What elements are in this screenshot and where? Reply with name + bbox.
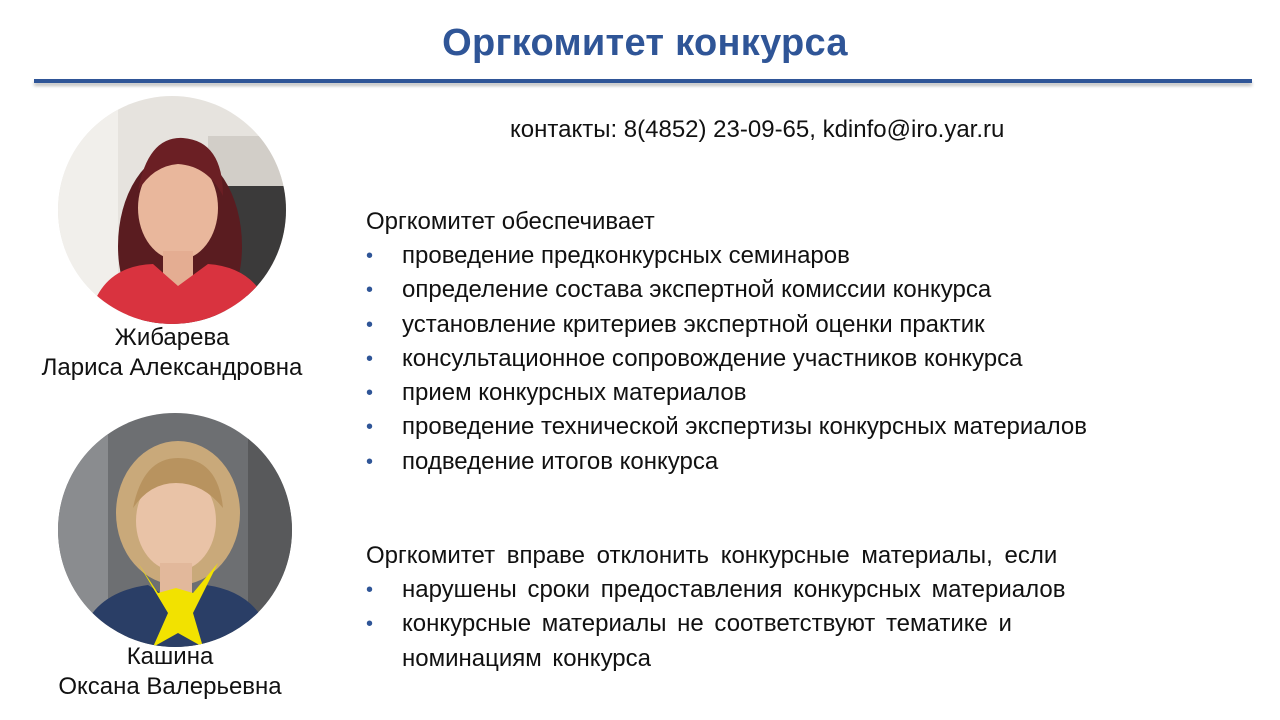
bullet-icon: • <box>366 279 374 302</box>
list-item <box>366 410 1246 444</box>
rejection-list <box>366 573 1246 676</box>
duties-section <box>366 205 1246 479</box>
person-given-name: Лариса Александровна <box>41 354 303 381</box>
duties-list <box>366 239 1246 479</box>
rejection-heading: Оргкомитет вправе отклонить конкурсные материалы, если <box>366 542 1058 569</box>
rejection-section <box>366 539 1246 676</box>
bullet-icon: • <box>366 382 374 405</box>
portrait-photo-icon <box>58 413 292 647</box>
list-item-text: установление критериев экспертной оценки практик <box>402 310 985 338</box>
slide-title: Оргкомитет конкурса <box>442 22 848 64</box>
person-name-kashina <box>20 642 320 702</box>
person-surname: Кашина <box>126 643 214 670</box>
contacts-line: контакты: 8(4852) 23-09-65, kdinfo@iro.yar.ru <box>510 116 1005 143</box>
bullet-icon: • <box>366 416 374 439</box>
list-item <box>366 376 1246 410</box>
list-item-text: проведение предконкурсных семинаров <box>402 242 850 269</box>
portrait-photo-zhibareva <box>58 96 286 324</box>
person-given-name: Оксана Валерьевна <box>58 673 282 700</box>
person-name-zhibareva <box>22 323 322 383</box>
list-item <box>366 342 1246 376</box>
bullet-icon: • <box>366 313 374 336</box>
bullet-icon: • <box>366 450 374 473</box>
list-item-text: конкурсные материалы не соответствуют тематике и номинациям конкурса <box>402 610 1012 672</box>
bullet-icon: • <box>366 579 374 601</box>
list-item-text: прием конкурсных материалов <box>402 379 747 407</box>
list-item-text: определение состава экспертной комиссии конкурса <box>402 276 992 304</box>
duties-heading: Оргкомитет обеспечивает <box>366 208 655 235</box>
list-item <box>366 573 1246 607</box>
bullet-icon: • <box>366 347 374 370</box>
portrait-photo-kashina <box>58 413 292 647</box>
list-item <box>366 308 1246 342</box>
person-surname: Жибарева <box>114 324 230 351</box>
list-item <box>366 239 1246 273</box>
title-divider <box>34 79 1252 83</box>
bullet-icon: • <box>366 613 374 636</box>
list-item <box>366 273 1246 307</box>
list-item-text: подведение итогов конкурса <box>402 447 719 475</box>
list-item-text: консультационное сопровождение участников конкурса <box>402 344 1023 372</box>
portrait-photo-icon <box>58 96 286 324</box>
list-item <box>366 445 1246 479</box>
list-item <box>366 607 1162 676</box>
list-item-text: нарушены сроки предоставления конкурсных материалов <box>402 576 1066 603</box>
list-item-text: проведение технической экспертизы конкурсных материалов <box>402 413 1088 441</box>
bullet-icon: • <box>366 245 374 267</box>
